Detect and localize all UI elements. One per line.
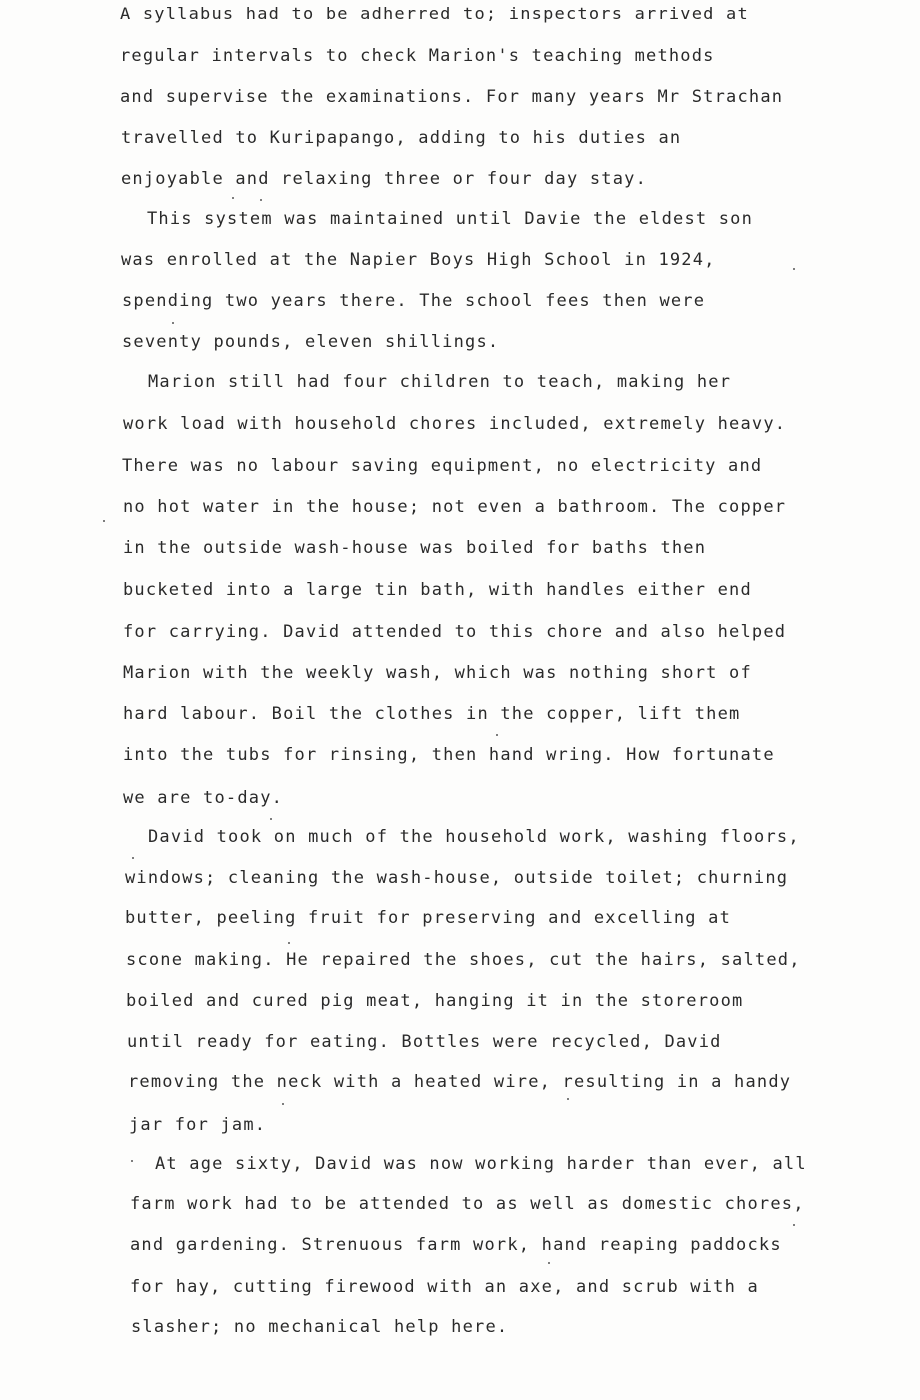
text-line: There was no labour saving equipment, no electricity and: [122, 456, 763, 476]
text-line: removing the neck with a heated wire, resulting in a handy: [128, 1072, 792, 1092]
text-line: hard labour. Boil the clothes in the copper, lift them: [123, 704, 741, 724]
text-line: was enrolled at the Napier Boys High School in 1924,: [121, 250, 716, 270]
scan-speck: [232, 197, 234, 199]
scan-speck: [548, 1262, 550, 1264]
text-line: Marion still had four children to teach, making her: [148, 372, 732, 392]
text-line: in the outside wash-house was boiled for baths then: [123, 538, 707, 558]
scan-speck: [567, 1098, 569, 1100]
scan-speck: [103, 520, 105, 522]
text-line: slasher; no mechanical help here.: [131, 1317, 509, 1337]
scan-speck: [288, 942, 290, 944]
text-line: butter, peeling fruit for preserving and excelling at: [125, 908, 732, 928]
text-line: spending two years there. The school fees then were: [122, 291, 706, 311]
text-line: enjoyable and relaxing three or four day stay.: [121, 169, 648, 189]
text-line: David took on much of the household work, washing floors,: [148, 827, 800, 847]
scan-speck: [496, 734, 498, 736]
scan-speck: [793, 268, 795, 270]
text-line: travelled to Kuripapango, adding to his duties an: [121, 128, 682, 148]
scan-speck: [282, 1103, 284, 1105]
text-line: we are to-day.: [123, 788, 284, 808]
scan-speck: [172, 322, 174, 324]
scan-speck: [260, 199, 262, 201]
text-line: and gardening. Strenuous farm work, hand reaping paddocks: [130, 1235, 782, 1255]
text-line: for hay, cutting firewood with an axe, and scrub with a: [130, 1277, 759, 1297]
text-line: farm work had to be attended to as well as domestic chores,: [130, 1194, 805, 1214]
scan-speck: [132, 857, 134, 859]
text-line: no hot water in the house; not even a bathroom. The copper: [123, 497, 787, 517]
text-line: regular intervals to check Marion's teaching methods: [120, 46, 715, 66]
text-line: work load with household chores included, extremely heavy.: [123, 414, 787, 434]
text-line: At age sixty, David was now working harder than ever, all: [155, 1154, 807, 1174]
scan-speck: [793, 1224, 795, 1226]
text-line: boiled and cured pig meat, hanging it in the storeroom: [126, 991, 744, 1011]
scan-speck: [131, 1160, 133, 1162]
text-line: bucketed into a large tin bath, with handles either end: [123, 580, 752, 600]
text-line: windows; cleaning the wash-house, outside toilet; churning: [125, 868, 789, 888]
text-line: A syllabus had to be adherred to; inspectors arrived at: [120, 4, 749, 24]
text-line: scone making. He repaired the shoes, cut the hairs, salted,: [126, 950, 801, 970]
text-line: Marion with the weekly wash, which was nothing short of: [123, 663, 752, 683]
text-line: into the tubs for rinsing, then hand wring. How fortunate: [123, 745, 775, 765]
text-line: seventy pounds, eleven shillings.: [122, 332, 500, 352]
text-line: until ready for eating. Bottles were recycled, David: [127, 1032, 722, 1052]
text-line: for carrying. David attended to this chore and also helped: [123, 622, 787, 642]
scan-speck: [270, 818, 272, 820]
text-line: jar for jam.: [129, 1115, 267, 1135]
text-line: and supervise the examinations. For many years Mr Strachan: [120, 87, 784, 107]
text-line: This system was maintained until Davie the eldest son: [147, 209, 754, 229]
